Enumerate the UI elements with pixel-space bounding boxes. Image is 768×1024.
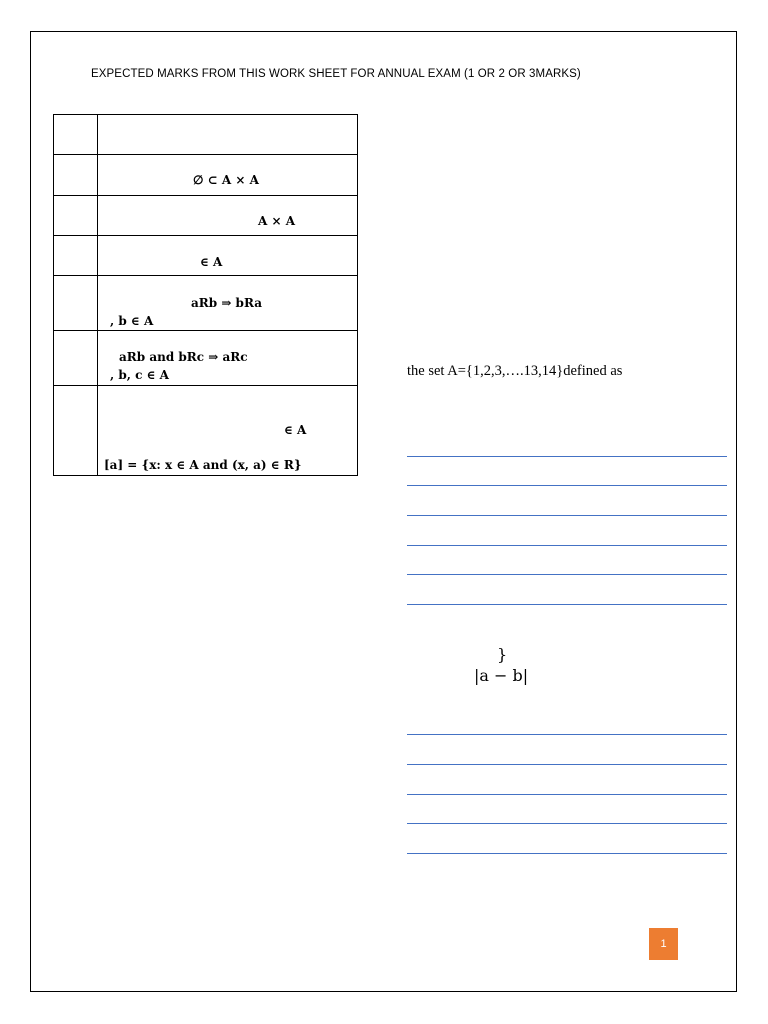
row-content-cell: [98, 196, 358, 236]
absolute-difference-expression: |a − b|: [474, 666, 529, 685]
table-row: [54, 331, 358, 386]
closing-brace: }: [497, 645, 508, 664]
cartesian-product-expression: A × A: [258, 214, 296, 228]
answer-line[interactable]: [407, 734, 727, 735]
equivalence-class-expression: [a] = {x: x ∈ A and (x, a) ∈ R}: [104, 458, 302, 472]
answer-line[interactable]: [407, 794, 727, 795]
answer-line[interactable]: [407, 485, 727, 486]
row-number-cell: [54, 115, 98, 155]
answer-line[interactable]: [407, 545, 727, 546]
row-number-cell: [54, 236, 98, 276]
definitions-table: [53, 114, 358, 476]
row-content-cell: [98, 386, 358, 476]
answer-line[interactable]: [407, 456, 727, 457]
element-of-a-expression: ∈ A: [284, 423, 307, 437]
table-row: [54, 196, 358, 236]
row-number-cell: [54, 155, 98, 196]
symmetric-expression: aRb ⇒ bRa: [191, 296, 262, 310]
row-content-cell: [98, 276, 358, 331]
page-number-badge: 1: [649, 928, 678, 960]
row-content-cell: [98, 115, 358, 155]
answer-line[interactable]: [407, 823, 727, 824]
answer-line[interactable]: [407, 604, 727, 605]
transitive-expression: aRb and bRc ⇒ aRc: [119, 350, 248, 364]
reflexive-expression: ∈ A: [200, 255, 223, 269]
answer-line[interactable]: [407, 574, 727, 575]
row-number-cell: [54, 276, 98, 331]
answer-line[interactable]: [407, 853, 727, 854]
row-number-cell: [54, 331, 98, 386]
transitive-domain-expression: , b, c ∈ A: [110, 368, 169, 382]
answer-line[interactable]: [407, 515, 727, 516]
table-row: [54, 115, 358, 155]
table-row: [54, 276, 358, 331]
row-content-cell: [98, 236, 358, 276]
question-statement: the set A={1,2,3,….13,14}defined as: [407, 363, 623, 379]
empty-set-subset-expression: ∅ ⊂ A × A: [193, 173, 259, 187]
row-content-cell: [98, 155, 358, 196]
symmetric-domain-expression: , b ∈ A: [110, 314, 154, 328]
row-number-cell: [54, 196, 98, 236]
table-row: [54, 236, 358, 276]
worksheet-header: EXPECTED MARKS FROM THIS WORK SHEET FOR ANNUAL EXAM (1 OR 2 OR 3MARKS): [91, 68, 581, 80]
table-row: [54, 386, 358, 476]
table-row: [54, 155, 358, 196]
answer-line[interactable]: [407, 764, 727, 765]
row-number-cell: [54, 386, 98, 476]
row-content-cell: [98, 331, 358, 386]
